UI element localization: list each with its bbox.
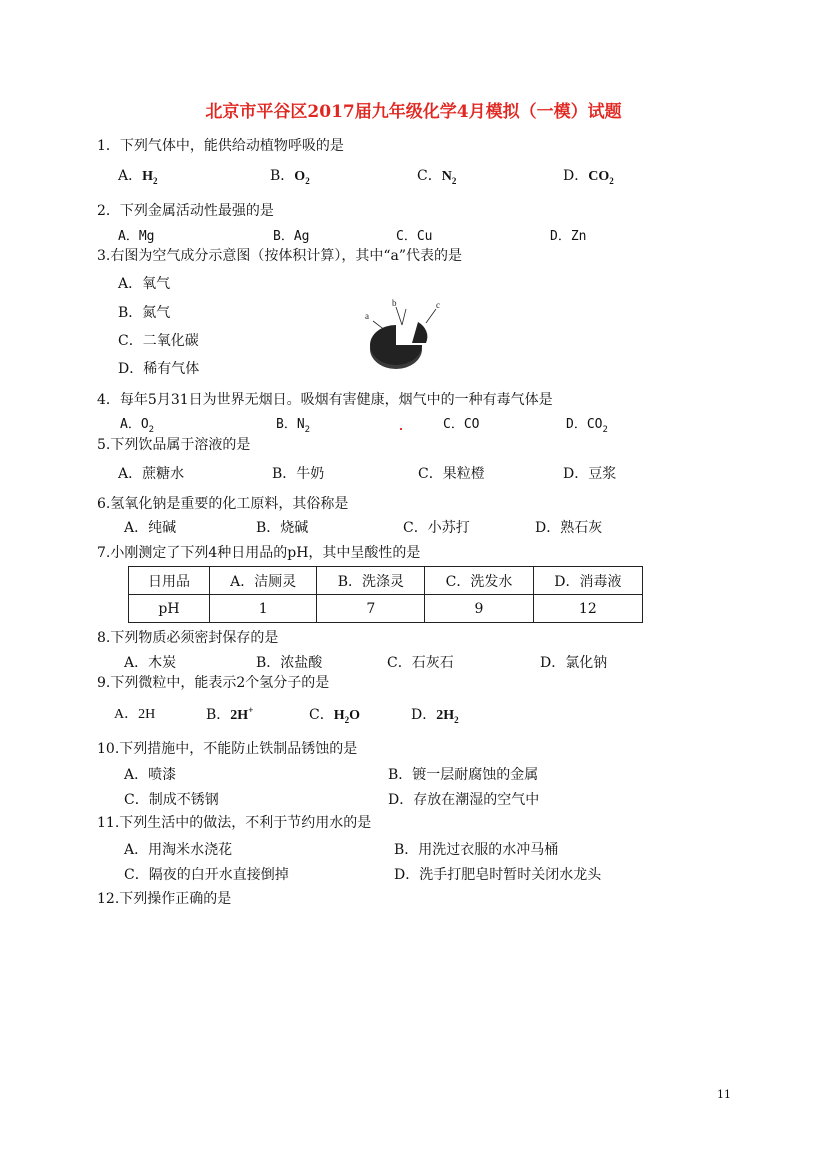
question-2-stem: 2．下列金属活动性最强的是 [97,203,274,219]
q10-option-c[interactable]: C．制成不锈钢 [124,792,219,808]
ph-table-cell: pH [129,595,210,623]
q4-option-d[interactable] [566,416,608,434]
q1-option-a[interactable] [118,167,158,186]
ph-table-cell: 7 [317,595,425,623]
q9-option-d-subscript: 2 [454,715,459,725]
question-1-stem: 1．下列气体中，能供给动植物呼吸的是 [97,138,344,154]
q11-option-a[interactable]: A．用淘米水浇花 [124,842,233,858]
ph-table-cell: 12 [533,595,642,623]
q9-option-d[interactable] [411,706,459,725]
air-composition-pie-chart [356,297,446,373]
q3-option-d[interactable]: D．稀有气体 [118,361,200,377]
pie-label-c: c [436,300,440,310]
q9-option-c-formula-end: O [349,708,360,723]
ph-table-cell: 9 [425,595,533,623]
q2-option-a[interactable]: A．Mg [118,229,155,244]
pie-label-b: b [392,298,397,308]
leader-line-c [426,309,436,323]
question-5-stem: 5.下列饮品属于溶液的是 [97,437,251,453]
page-number: 11 [717,1088,731,1101]
ph-table-header: 日用品 [129,567,210,595]
q1-option-c-label: C． [417,168,442,184]
stray-mark [400,428,402,430]
question-6-stem: 6.氢氧化钠是重要的化工原料，其俗称是 [97,496,349,512]
page-title: 北京市平谷区2017届九年级化学4月模拟（一模）试题 [205,102,622,122]
q9-option-d-label: D． [411,707,437,723]
q4-option-b[interactable] [276,416,310,434]
q11-option-c[interactable]: C．隔夜的白开水直接倒掉 [124,867,289,883]
q1-option-c[interactable] [417,167,456,186]
question-3-stem: 3.右图为空气成分示意图（按体积计算），其中“a”代表的是 [97,248,463,264]
q1-option-d[interactable] [563,167,614,186]
q6-option-a[interactable]: A．纯碱 [124,520,177,536]
q1-option-a-label: A． [118,168,143,184]
q9-option-c[interactable] [309,706,360,725]
question-10-stem: 10.下列措施中，不能防止铁制品锈蚀的是 [97,741,358,757]
q1-option-c-formula: N [441,169,452,184]
q8-option-d[interactable]: D．氯化钠 [540,655,608,671]
q9-option-a[interactable]: A．2H [114,707,156,722]
question-12-stem: 12.下列操作正确的是 [97,891,232,907]
q6-option-c[interactable]: C．小苏打 [403,520,470,536]
q1-option-d-formula: CO [588,169,610,184]
ph-table-header: A．洁厕灵 [210,567,317,595]
q8-option-b[interactable]: B．浓盐酸 [256,655,323,671]
q9-option-c-formula: H [333,708,345,723]
question-7-stem: 7.小刚测定了下列4种日用品的pH，其中呈酸性的是 [97,545,421,561]
q4-option-c[interactable]: C．CO [443,417,480,432]
q3-option-c[interactable]: C．二氧化碳 [118,333,199,349]
q1-option-c-subscript: 2 [451,176,457,186]
q4-option-b-subscript: 2 [304,425,311,435]
q4-option-a-label: A．O [120,417,149,432]
q1-option-d-subscript: 2 [609,176,614,186]
q9-option-b-formula: 2H [230,708,249,723]
q5-option-d[interactable]: D．豆浆 [563,466,617,482]
q4-option-d-subscript: 2 [602,425,608,435]
leader-line-b2 [402,309,406,325]
q9-option-b-superscript: + [248,705,254,715]
q5-option-a[interactable]: A．蔗糖水 [118,466,185,482]
q3-option-a[interactable]: A．氧气 [118,276,171,292]
ph-table-cell: 1 [210,595,317,623]
question-4-stem: 4．每年5月31日为世界无烟日。吸烟有害健康，烟气中的一种有毒气体是 [97,392,553,408]
q9-option-b[interactable] [206,706,253,725]
q6-option-b[interactable]: B．烧碱 [256,520,309,536]
leader-line-b [396,307,402,325]
q2-option-c[interactable]: C．Cu [396,229,433,244]
q1-option-b[interactable] [270,167,310,186]
question-11-stem: 11.下列生活中的做法，不利于节约用水的是 [97,815,372,831]
q4-option-a-subscript: 2 [148,425,155,435]
q8-option-a[interactable]: A．木炭 [124,655,177,671]
q10-option-d[interactable]: D．存放在潮湿的空气中 [388,792,540,808]
q1-option-b-formula: O [294,169,306,184]
q1-option-b-subscript: 2 [305,176,310,186]
q11-option-b[interactable]: B．用洗过衣服的水冲马桶 [394,842,559,858]
ph-table-header-row [129,567,643,595]
q1-option-b-label: B． [270,168,295,184]
q9-option-c-subscript: 2 [344,715,350,725]
q9-option-b-label: B． [206,707,231,723]
q3-option-b[interactable]: B．氮气 [118,305,171,321]
q4-option-d-label: D．CO [566,417,603,432]
q10-option-b[interactable]: B．镀一层耐腐蚀的金属 [388,767,539,783]
question-8-stem: 8.下列物质必须密封保存的是 [97,630,279,646]
q8-option-c[interactable]: C．石灰石 [387,655,454,671]
q1-option-a-subscript: 2 [153,176,158,186]
q1-option-a-formula: H [142,169,154,184]
q10-option-a[interactable]: A．喷漆 [124,767,177,783]
ph-table [128,566,643,623]
q6-option-d[interactable]: D．熟石灰 [535,520,603,536]
q9-option-d-formula: 2H [436,708,455,723]
q11-option-d[interactable]: D．洗手打肥皂时暂时关闭水龙头 [394,867,602,883]
q4-option-b-label: B．N [276,417,305,432]
q1-option-d-label: D． [563,168,589,184]
pie-label-a: a [365,311,369,321]
q5-option-b[interactable]: B．牛奶 [272,466,325,482]
q5-option-c[interactable]: C．果粒橙 [418,466,485,482]
q9-option-c-label: C． [309,707,334,723]
q4-option-a[interactable] [120,416,154,434]
ph-table-header: C．洗发水 [425,567,533,595]
leader-line-a [373,321,386,331]
q2-option-b[interactable]: B．Ag [273,229,310,244]
ph-table-header: D．消毒液 [533,567,642,595]
q2-option-d[interactable]: D．Zn [550,229,587,244]
question-9-stem: 9.下列微粒中，能表示2个氢分子的是 [97,675,330,691]
ph-table-header: B．洗涤灵 [317,567,425,595]
ph-table-row [129,595,643,623]
